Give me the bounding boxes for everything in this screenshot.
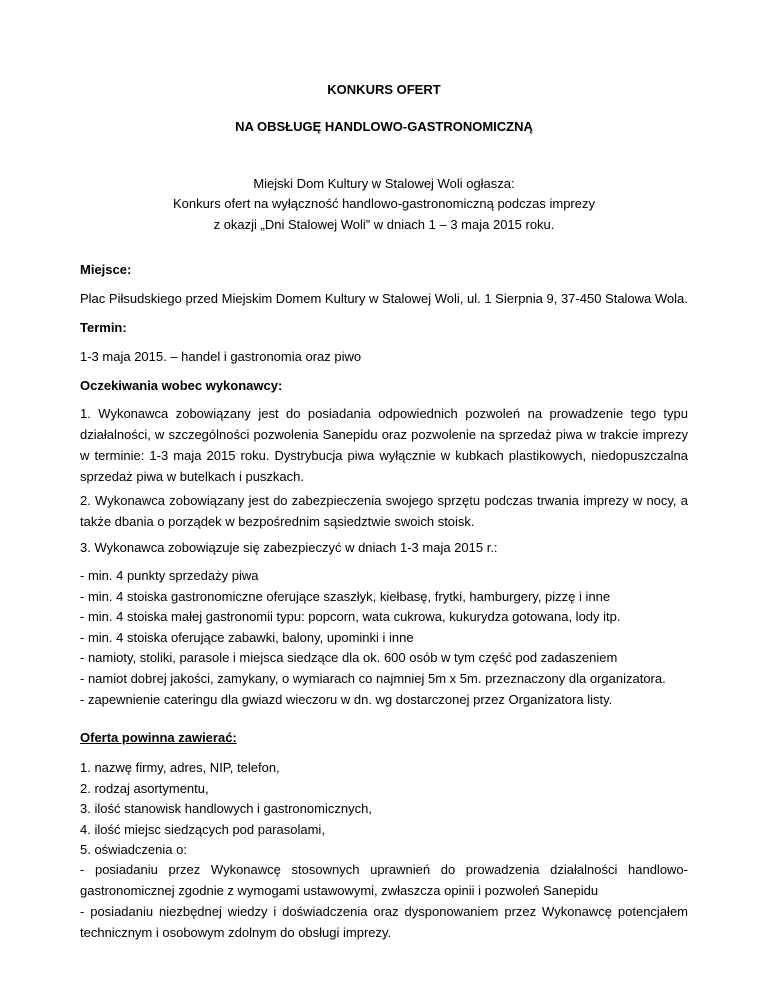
- expectation-paragraph-1: 1. Wykonawca zobowiązany jest do posiadania odpowiednich pozwoleń na prowadzenie tego typu działalności, w szczególności pozwolenia Sanepidu oraz pozwolenie na sprzedaż piwa w trakcie imprezy w terminie: 1-3 maja 2015 roku. Dystrybucja piwa wyłącznie w kubkach plastikowych, niedopuszczalna sprzedaż piwa w butelkach i puszkach.: [80, 406, 688, 484]
- list-item: 2. rodzaj asortymentu,: [80, 780, 209, 796]
- list-item: 1. nazwę firmy, adres, NIP, telefon,: [80, 760, 280, 775]
- intro-line-2: Konkurs ofert na wyłączność handlowo-gastronomiczną podczas imprezy: [173, 196, 595, 211]
- list-item: 3. ilość stanowisk handlowych i gastronomicznych,: [80, 801, 372, 817]
- term-heading: Termin:: [80, 320, 127, 335]
- place-heading: Miejsce:: [80, 262, 132, 277]
- list-item: - min. 4 punkty sprzedaży piwa: [80, 568, 259, 583]
- offer-list: [80, 758, 372, 861]
- requirements-list: [80, 566, 666, 710]
- list-item: - min. 4 stoiska małej gastronomii typu: popcorn, wata cukrowa, kukurydza gotowana, lody itp.: [80, 609, 621, 625]
- term-text: 1-3 maja 2015. – handel i gastronomia oraz piwo: [80, 349, 362, 364]
- offer-declaration-2: - posiadaniu niezbędnej wiedzy i doświadczenia oraz dysponowaniem przez Wykonawcę potencjałem technicznym i osobowym zdolnym do obsługi imprezy.: [80, 904, 688, 940]
- expectation-paragraph-2: 2. Wykonawca zobowiązany jest do zabezpieczenia swojego sprzętu podczas trwania imprezy w nocy, a także dbania o porządek w bezpośrednim sąsiedztwie swoich stoisk.: [80, 493, 688, 529]
- offer-heading: Oferta powinna zawierać:: [80, 730, 237, 745]
- intro-line-3: z okazji „Dni Stalowej Woli” w dniach 1 – 3 maja 2015 roku.: [213, 217, 555, 232]
- title-line-1: KONKURS OFERT: [327, 82, 441, 97]
- offer-declaration-1: - posiadaniu przez Wykonawcę stosownych uprawnień do prowadzenia działalności handlowo-gastronomicznej zgodnie z wymogami ustawowymi, zwłaszcza opinii i pozwoleń Sanepidu: [80, 862, 688, 898]
- title-line-2: NA OBSŁUGĘ HANDLOWO-GASTRONOMICZNĄ: [235, 119, 533, 134]
- list-item: 5. oświadczenia o:: [80, 842, 187, 858]
- list-item: - min. 4 stoiska gastronomiczne oferujące szaszłyk, kiełbasę, frytki, hamburgery, pizzę i inne: [80, 588, 611, 604]
- list-item: - namioty, stoliki, parasole i miejsca siedzące dla ok. 600 osób w tym część pod zadaszeniem: [80, 650, 618, 666]
- list-item: - zapewnienie cateringu dla gwiazd wieczoru w dn. wg dostarczonej przez Organizatora listy.: [80, 691, 613, 707]
- intro-line-1: Miejski Dom Kultury w Stalowej Woli ogłasza:: [253, 176, 515, 191]
- expectation-paragraph-3: 3. Wykonawca zobowiązuje się zabezpieczyć w dniach 1-3 maja 2015 r.:: [80, 540, 498, 555]
- list-item: - namiot dobrej jakości, zamykany, o wymiarach co najmniej 5m x 5m. przeznaczony dla organizatora.: [80, 670, 666, 686]
- place-text: Plac Piłsudskiego przed Miejskim Domem Kultury w Stalowej Woli, ul. 1 Sierpnia 9, 37-450 Stalowa Wola.: [80, 291, 688, 306]
- list-item: - min. 4 stoiska oferujące zabawki, balony, upominki i inne: [80, 629, 414, 645]
- list-item: 4. ilość miejsc siedzących pod parasolami,: [80, 821, 325, 837]
- expectations-heading: Oczekiwania wobec wykonawcy:: [80, 378, 283, 393]
